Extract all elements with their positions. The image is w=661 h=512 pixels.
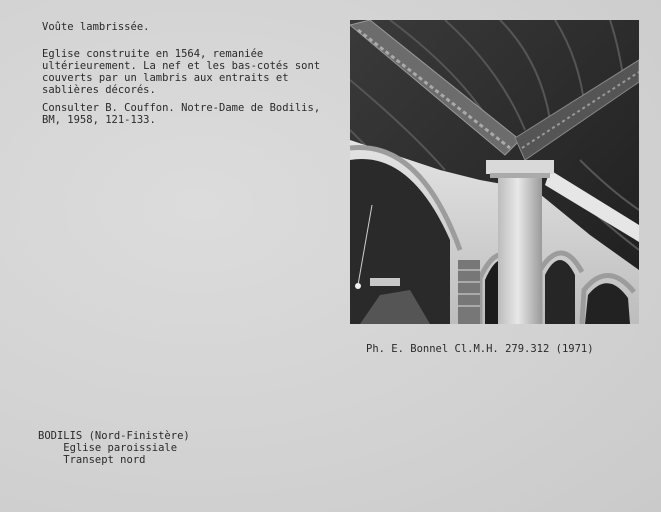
location-block [38,430,190,466]
location-line: BODILIS (Nord-Finistère) [38,430,190,442]
reference-line: BM, 1958, 121-133. [42,114,156,126]
photo-illustration [350,20,639,324]
photo-credit: Ph. E. Bonnel Cl.M.H. 279.312 (1971) [366,343,594,355]
location-line: Transept nord [38,454,146,466]
description-line: sablières décorés. [42,84,156,96]
caption-title: Voûte lambrissée. [42,21,150,33]
description-line: couverts par un lambris aux entraits et [42,72,289,84]
description-line: ultérieurement. La nef et les bas-cotés sont [42,60,321,72]
bibliographic-reference [42,102,320,126]
description-line: Eglise construite en 1564, remaniée [42,48,264,60]
reference-line: Consulter B. Couffon. Notre-Dame de Bodilis, [42,102,321,114]
description [42,48,320,96]
church-vault-photograph [350,20,639,324]
location-line: Eglise paroissiale [38,442,178,454]
